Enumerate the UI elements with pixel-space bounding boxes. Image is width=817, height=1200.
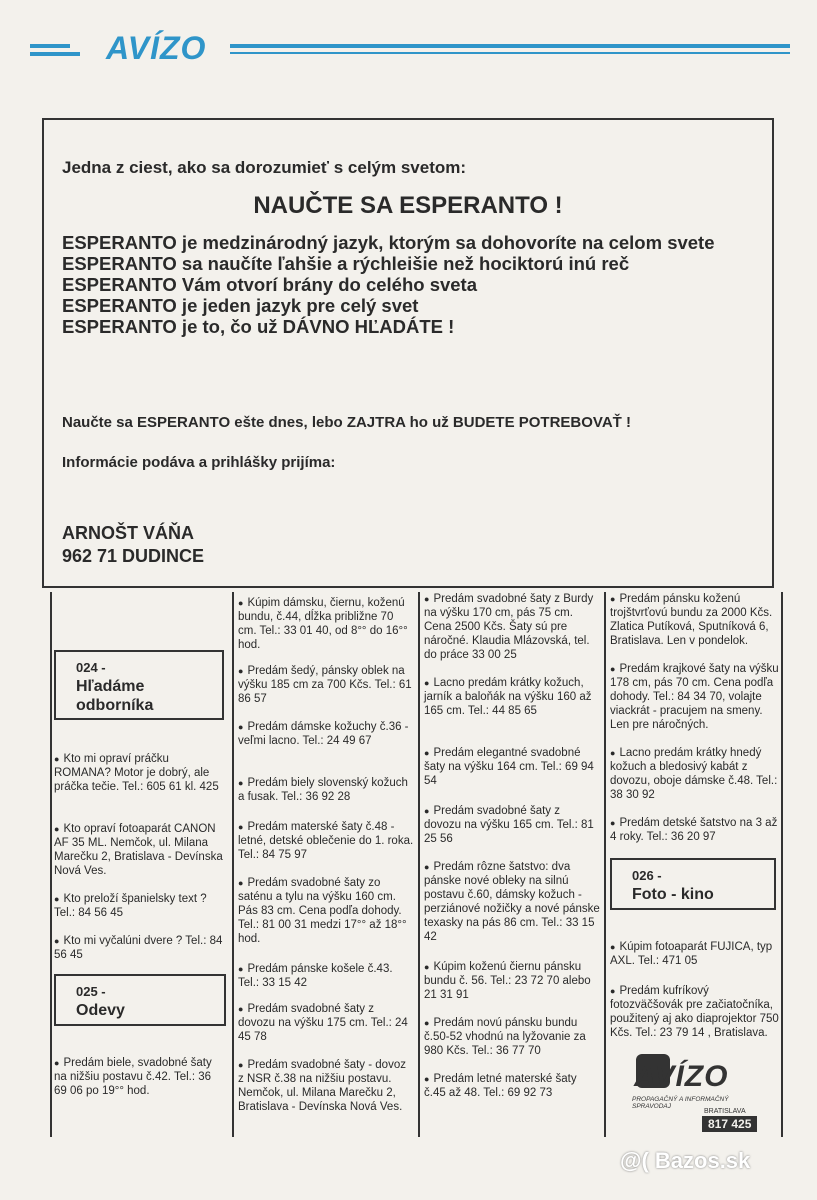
section-header-025 xyxy=(54,974,226,1026)
ad-line: ESPERANTO je to, čo už DÁVNO HĽADÁTE ! xyxy=(62,316,455,337)
classified-ad: ● Predám biely slovenský kožuch a fusak. Tel.: 36 92 28 xyxy=(238,777,408,803)
avizo-number: 817 425 xyxy=(702,1116,757,1132)
bazos-watermark: @( Bazos.sk xyxy=(620,1148,751,1173)
classified-ad: ● Predám svadobné šaty z dovozu na výšku 165 cm. Tel.: 81 25 56 xyxy=(424,805,594,845)
ad-line: ESPERANTO Vám otvorí brány do celého sveta xyxy=(62,274,478,295)
classified-ad: ● Predám detské šatstvo na 3 až 4 roky. Tel.: 36 20 97 xyxy=(610,817,778,843)
masthead-logo: AVÍZO xyxy=(100,30,212,67)
classified-ad: ● Predám svadobné šaty zo saténu a tylu na výšku 160 cm. Pás 83 cm. Cena podľa dohody. Tel.: 81 00 31 medzi 17°° až 18°° hod. xyxy=(238,877,407,945)
classified-ad: ● Kto preloží španielsky text ? Tel.: 84 56 45 xyxy=(54,893,207,919)
classified-ad: ● Predám krajkové šaty na výšku 178 cm, pás 70 cm. Cena podľa dohody. Tel.: 84 34 70, volajte viackrát - pracujem na smeny. Len pre náročných. xyxy=(610,663,779,731)
classified-ad: ● Predám pánsku koženú trojštvrťovú bundu za 2000 Kčs. Zlatica Putíková, Sputníková 6, Bratislava. Len v pondelok. xyxy=(610,593,773,647)
classified-ad: ● Predám biele, svadobné šaty na nižšiu postavu č.42. Tel.: 36 69 06 po 19°° hod. xyxy=(54,1057,212,1097)
masthead-rule-left xyxy=(30,44,70,48)
section-title: Foto - kino xyxy=(632,886,714,903)
ad-line: ESPERANTO je medzinárodný jazyk, ktorým sa dohovoríte na celom svete xyxy=(62,232,715,253)
contact-address: 962 71 DUDINCE xyxy=(62,546,205,566)
masthead xyxy=(30,30,790,70)
section-title: Odevy xyxy=(76,1002,125,1019)
column-rule xyxy=(418,592,420,1137)
classified-ad: ● Predám rôzne šatstvo: dva pánske nové obleky na silnú postavu č.60, dámsky kožuch - perziánové nožičky a nové pánske texasky na pás 86 cm. Tel.: 33 15 42 xyxy=(424,861,600,943)
classified-ad: ● Lacno predám krátky hnedý kožuch a bledosivý kabát z dovozu, oboje dámske č.48. Tel.: 38 30 92 xyxy=(610,747,778,801)
classified-ad: ● Kúpim fotoaparát FUJICA, typ AXL. Tel.: 471 05 xyxy=(610,941,773,967)
section-header-024 xyxy=(54,650,224,720)
classified-ad: ● Predám svadobné šaty - dovoz z NSR č.38 na nižšiu postavu. Nemčok, ul. Milana Marečku 2, Bratislava - Devínska Nová Ves. xyxy=(238,1059,406,1113)
contact-name: ARNOŠT VÁŇA xyxy=(62,523,195,543)
classified-ad: ● Kto opraví fotoaparát CANON AF 35 ML. Nemčok, ul. Milana Marečku 2, Bratislava - Devínska Nová Ves. xyxy=(54,823,223,877)
ad-headline: NAUČTE SA ESPERANTO ! xyxy=(253,192,563,219)
classified-ad: ● Kúpim dámsku, čiernu, koženú bundu, č.44, dĺžka približne 70 cm. Tel.: 33 01 40, od 8°° do 16°° hod. xyxy=(238,597,408,651)
classified-ad: ● Predám svadobné šaty z dovozu na výšku 175 cm. Tel.: 24 45 78 xyxy=(238,1003,408,1043)
classified-ad: ● Predám kufríkový fotozväčšovák pre začiatočníka, použitený aj ako diaprojektor 750 Kčs. Tel.: 23 79 14 , Bratislava. xyxy=(610,985,779,1039)
ad-info: Informácie podáva a prihlášky prijíma: xyxy=(62,454,336,471)
classified-ad: ● Predám dámske kožuchy č.36 - veľmi lacno. Tel.: 24 49 67 xyxy=(238,721,409,747)
ad-line: ESPERANTO je jeden jazyk pre celý svet xyxy=(62,295,419,316)
classified-ad: ● Kúpim koženú čiernu pánsku bundu č. 56. Tel.: 23 72 70 alebo 21 31 91 xyxy=(424,961,591,1001)
ad-lines xyxy=(62,232,752,337)
column-rule xyxy=(232,592,234,1137)
ad-intro: Jedna z ciest, ako sa dorozumieť s celým svetom: xyxy=(62,158,467,177)
classified-ad: ● Kto mi opraví práčku ROMANA? Motor je dobrý, ale práčka tečie. Tel.: 605 61 kl. 425 xyxy=(54,753,219,793)
masthead-rule-right-2 xyxy=(230,52,790,54)
column-rule xyxy=(50,592,52,1137)
section-code: 025 - xyxy=(76,984,106,999)
classified-ad: ● Predám pánske košele č.43. Tel.: 33 15 42 xyxy=(238,963,393,989)
esperanto-advertisement xyxy=(42,118,774,588)
masthead-rule-right xyxy=(230,44,790,48)
avizo-logo-block xyxy=(626,1052,766,1136)
column-rule xyxy=(604,592,606,1137)
ad-contact xyxy=(62,522,204,568)
classified-ad: ● Lacno predám krátky kožuch, jarník a baloňák na výšku 160 až 165 cm. Tel.: 44 85 65 xyxy=(424,677,592,717)
classified-ad: ● Predám letné materské šaty č.45 až 48. Tel.: 69 92 73 xyxy=(424,1073,577,1099)
avizo-logo: AVÍZO xyxy=(634,1060,729,1093)
avizo-tagline: PROPAGAČNÝ A INFORMAČNÝ SPRAVODAJ xyxy=(632,1096,729,1110)
section-code: 024 - xyxy=(76,660,106,675)
ad-line: ESPERANTO sa naučíte ľahšie a rýchleišie než hociktorú inú reč xyxy=(62,253,630,274)
avizo-city: BRATISLAVA xyxy=(704,1108,746,1115)
section-header-026 xyxy=(610,858,776,910)
classified-ad: ● Predám svadobné šaty z Burdy na výšku 170 cm, pás 75 cm. Cena 2500 Kčs. Šaty sú pre náročné. Klaudia Mlázovská, tel. do práce 33 00 25 xyxy=(424,593,594,661)
classified-ad: ● Predám novú pánsku bundu č.50-52 vhodnú na lyžovanie za 980 Kčs. Tel.: 36 77 70 xyxy=(424,1017,586,1057)
classified-ad: ● Predám materské šaty č.48 - letné, detské oblečenie do 1. roka. Tel.: 84 75 97 xyxy=(238,821,414,861)
classified-ad: ● Kto mi vyčalúni dvere ? Tel.: 84 56 45 xyxy=(54,935,223,961)
masthead-rule-left-2 xyxy=(30,52,80,56)
section-code: 026 - xyxy=(632,868,662,883)
classified-ad: ● Predám šedý, pánsky oblek na výšku 185 cm za 700 Kčs. Tel.: 61 86 57 xyxy=(238,665,412,705)
section-title: Hľadáme odborníka xyxy=(76,678,154,714)
classified-ad: ● Predám elegantné svadobné šaty na výšku 164 cm. Tel.: 69 94 54 xyxy=(424,747,594,787)
ad-call-to-action: Naučte sa ESPERANTO ešte dnes, lebo ZAJTRA ho už BUDETE POTREBOVAŤ ! xyxy=(62,414,631,431)
